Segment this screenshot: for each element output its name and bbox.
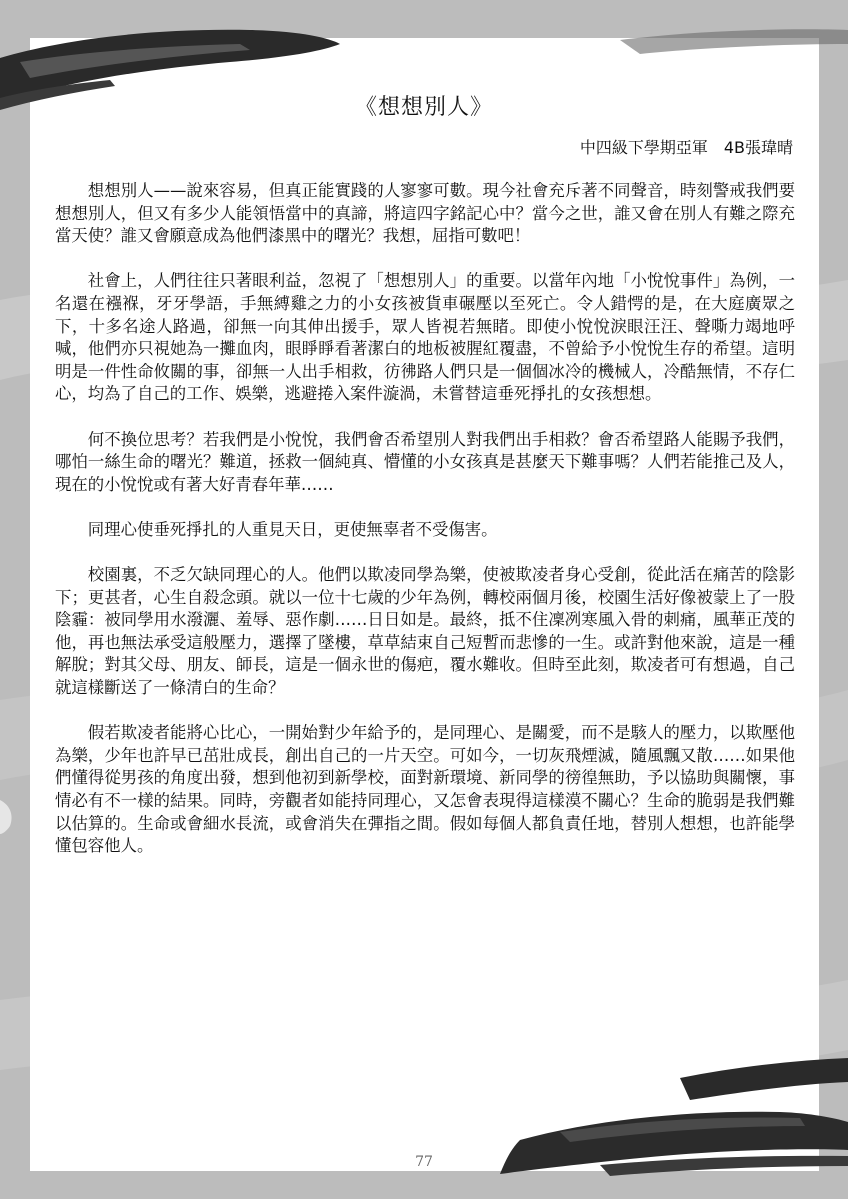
paragraph-1: 想想別人——說來容易，但真正能實踐的人寥寥可數。現今社會充斥著不同聲音，時刻警戒我們要想想別人，但又有多少人能領悟當中的真諦，將這四字銘記心中？當今之世，誰又會在別人有難之際充當天使？誰又會願意成為他們漆黑中的曙光？我想，屈指可數吧！	[55, 181, 795, 246]
paragraph-2: 社會上，人們往往只著眼利益，忽視了「想想別人」的重要。以當年內地「小悅悅事件」為例，一名還在襁褓，牙牙學語，手無縛雞之力的小女孩被貨車碾壓以至死亡。令人錯愕的是，在大庭廣眾之下，十多名途人路過，卻無一向其伸出援手，眾人皆視若無睹。即使小悅悅淚眼汪汪、聲嘶力竭地呼喊，他們亦只視她為一攤血肉，眼睜睜看著潔白的地板被腥紅覆盡，不曾給予小悅悅生存的希望。這明明是一件性命攸關的事，卻無一人出手相救，彷彿路人們只是一個個冰冷的機械人，冷酷無情，不存仁心，均為了自己的工作、娛樂，逃避捲入案件漩渦，未嘗替這垂死掙扎的女孩想想。	[55, 271, 795, 404]
essay-title: 《想想別人》	[354, 95, 493, 120]
essay-body	[55, 180, 795, 880]
paragraph-3: 何不換位思考？若我們是小悅悅，我們會否希望別人對我們出手相救？會否希望路人能賜予我們，哪怕一絲生命的曙光？難道，拯救一個純真、懵懂的小女孩真是甚麼天下難事嗎？人們若能推己及人，現在的小悅悅或有著大好青春年華……	[55, 429, 795, 494]
paragraph-6: 假若欺凌者能將心比心，一開始對少年給予的，是同理心、是關愛，而不是駭人的壓力，以欺壓他為樂，少年也許早已茁壯成長，創出自己的一片天空。可如今，一切灰飛煙滅，隨風飄又散……如果他們懂得從男孩的角度出發，想到他初到新學校，面對新環境、新同學的徬徨無助，予以協助與關懷，事情必有不一樣的結果。同時，旁觀者如能持同理心，又怎會表現得這樣漠不關心？生命的脆弱是我們難以估算的。生命或會細水長流，或會消失在彈指之間。假如每個人都負責任地，替別人想想，也許能學懂包容他人。	[55, 723, 795, 856]
paragraph-5: 校園裏，不乏欠缺同理心的人。他們以欺凌同學為樂，使被欺凌者身心受創，從此活在痛苦的陰影下；更甚者，心生自殺念頭。就以一位十七歲的少年為例，轉校兩個月後，校園生活好像被蒙上了一股陰霾：被同學用水潑灑、羞辱、惡作劇……日日如是。最終，抵不住凜冽寒風入骨的刺痛，風華正茂的他，再也無法承受這般壓力，選擇了墜樓，草草結束自己短暫而悲慘的一生。或許對他來說，這是一種解脫；對其父母、朋友、師長，這是一個永世的傷疤，覆水難收。但時至此刻，欺凌者可有想過，自己就這樣斷送了一條清白的生命？	[55, 565, 795, 698]
author-byline: 中四級下學期亞軍 4B張瑋晴	[579, 138, 793, 157]
paragraph-4: 同理心使垂死掙扎的人重見天日，更使無辜者不受傷害。	[87, 519, 498, 539]
page-number: 77	[415, 1154, 433, 1170]
